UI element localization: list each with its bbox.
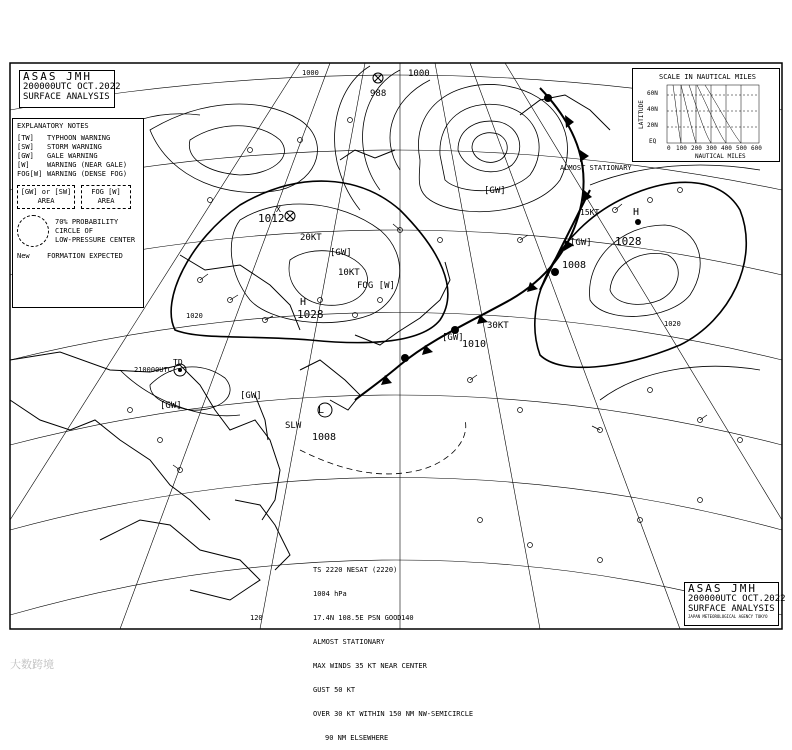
nm-tick: 0 [667, 145, 671, 152]
lat-tick: EQ [649, 138, 657, 145]
gale-warning-5: [GW] [570, 238, 592, 248]
nm-tick: 400 [721, 145, 732, 152]
typhoon-info [313, 550, 473, 750]
x-marker: X [276, 205, 281, 214]
header-time: 200000UTC OCT.2022 [23, 82, 121, 92]
label-1028-center: 1028 [297, 308, 324, 321]
label-1000-isobar: 1000 [302, 69, 319, 77]
label-1010: 1010 [462, 339, 487, 350]
probability-circle-icon [17, 215, 49, 247]
gale-warning-1: [GW] [240, 391, 262, 401]
speed-20kt: 20KT [300, 233, 322, 243]
header-box-top [19, 70, 121, 108]
watermark: 大数跨境 [10, 658, 54, 671]
high-marker-east: H [633, 207, 640, 218]
new-formation-note: New FORMATION EXPECTED [17, 252, 123, 260]
nm-tick: 200 [691, 145, 702, 152]
nm-axis-label: NAUTICAL MILES [695, 153, 746, 160]
header-title: ASAS JMH [23, 70, 92, 83]
note-row: [TW] TYPHOON WARNING [17, 134, 111, 142]
high-marker-center: H [300, 297, 307, 308]
speed-10kt: 10KT [338, 268, 360, 278]
label-988: 988 [370, 89, 387, 99]
label-1008-east: 1008 [562, 260, 587, 271]
typhoon-line: 17.4N 108.5E PSN GOOD [313, 614, 402, 622]
note-row: [W] WARNING (NEAR GALE) [17, 161, 128, 169]
label-1020-west: 1020 [186, 312, 203, 320]
explanatory-notes [12, 118, 144, 308]
low-marker: L [318, 405, 325, 416]
gale-warning-6: [GW] [330, 248, 352, 258]
scale-axis-label: LATITUDE [638, 100, 645, 129]
typhoon-line: OVER 30 KT WITHIN 150 NM NW-SEMICIRCLE [313, 710, 474, 718]
fog-area-sample: FOG [W] AREA [81, 185, 131, 209]
gale-area-sample: [GW] or [SW] AREA [17, 185, 75, 209]
note-row: [SW] STORM WARNING [17, 143, 102, 151]
lat-tick: 20N [647, 122, 658, 129]
header-box-bottom [684, 582, 786, 626]
footer-subtitle: SURFACE ANALYSIS [688, 604, 775, 614]
gale-warning-4: [GW] [442, 333, 464, 343]
footer-title: ASAS JMH [688, 582, 757, 595]
typhoon-line: TS 2220 NESAT (2220) [313, 566, 398, 574]
probability-circle-note: 70% PROBABILITY CIRCLE OF LOW-PRESSURE CENTER [17, 215, 139, 247]
label-1028-east: 1028 [615, 235, 642, 248]
area-samples [17, 185, 139, 209]
nm-tick: 100 [676, 145, 687, 152]
speed-30kt: 30KT [487, 321, 509, 331]
ts-forecast-time: 210000UTC [134, 366, 172, 374]
typhoon-line: 1004 hPa [313, 590, 347, 598]
typhoon-line: ALMOST STATIONARY [313, 638, 385, 646]
typhoon-line: 90 NM ELSEWHERE [325, 734, 389, 742]
typhoon-line: GUST 50 KT [313, 686, 356, 694]
gale-warning-2: [GW] [160, 401, 182, 411]
lat-tick: 60N [647, 90, 658, 97]
scale-box [632, 68, 780, 162]
header-subtitle: SURFACE ANALYSIS [23, 92, 110, 102]
longitude-140-label: 140 [401, 614, 414, 622]
label-1012: 1012 [258, 212, 285, 225]
footer-time: 200000UTC OCT.2022 [688, 594, 786, 604]
label-1000-north: 1000 [408, 69, 430, 79]
gale-warning-3: [GW] [484, 186, 506, 196]
nm-tick: 300 [706, 145, 717, 152]
speed-15kt: 15KT [580, 208, 600, 217]
lat-tick: 40N [647, 106, 658, 113]
label-1020-east: 1020 [664, 320, 681, 328]
nm-tick: 600 [751, 145, 762, 152]
scale-title: SCALE IN NAUTICAL MILES [659, 73, 756, 81]
notes-title: EXPLANATORY NOTES [17, 122, 89, 130]
nm-tick: 500 [736, 145, 747, 152]
slw-label: SLW [285, 421, 302, 431]
label-1008-south: 1008 [312, 432, 337, 443]
agency-name: JAPAN METEOROLOGICAL AGENCY TOKYO [688, 614, 768, 619]
td-label: TD [173, 358, 183, 367]
fog-warning-label: FOG [W] [357, 281, 395, 291]
note-row: FOG[W] WARNING (DENSE FOG) [17, 170, 128, 178]
scale-chart [633, 69, 779, 161]
scale-grid [667, 85, 759, 143]
note-row: [GW] GALE WARNING [17, 152, 98, 160]
stationary-label: ALMOST STATIONARY [560, 164, 632, 172]
longitude-120-label: 120 [250, 614, 263, 622]
typhoon-line: MAX WINDS 35 KT NEAR CENTER [313, 662, 427, 670]
